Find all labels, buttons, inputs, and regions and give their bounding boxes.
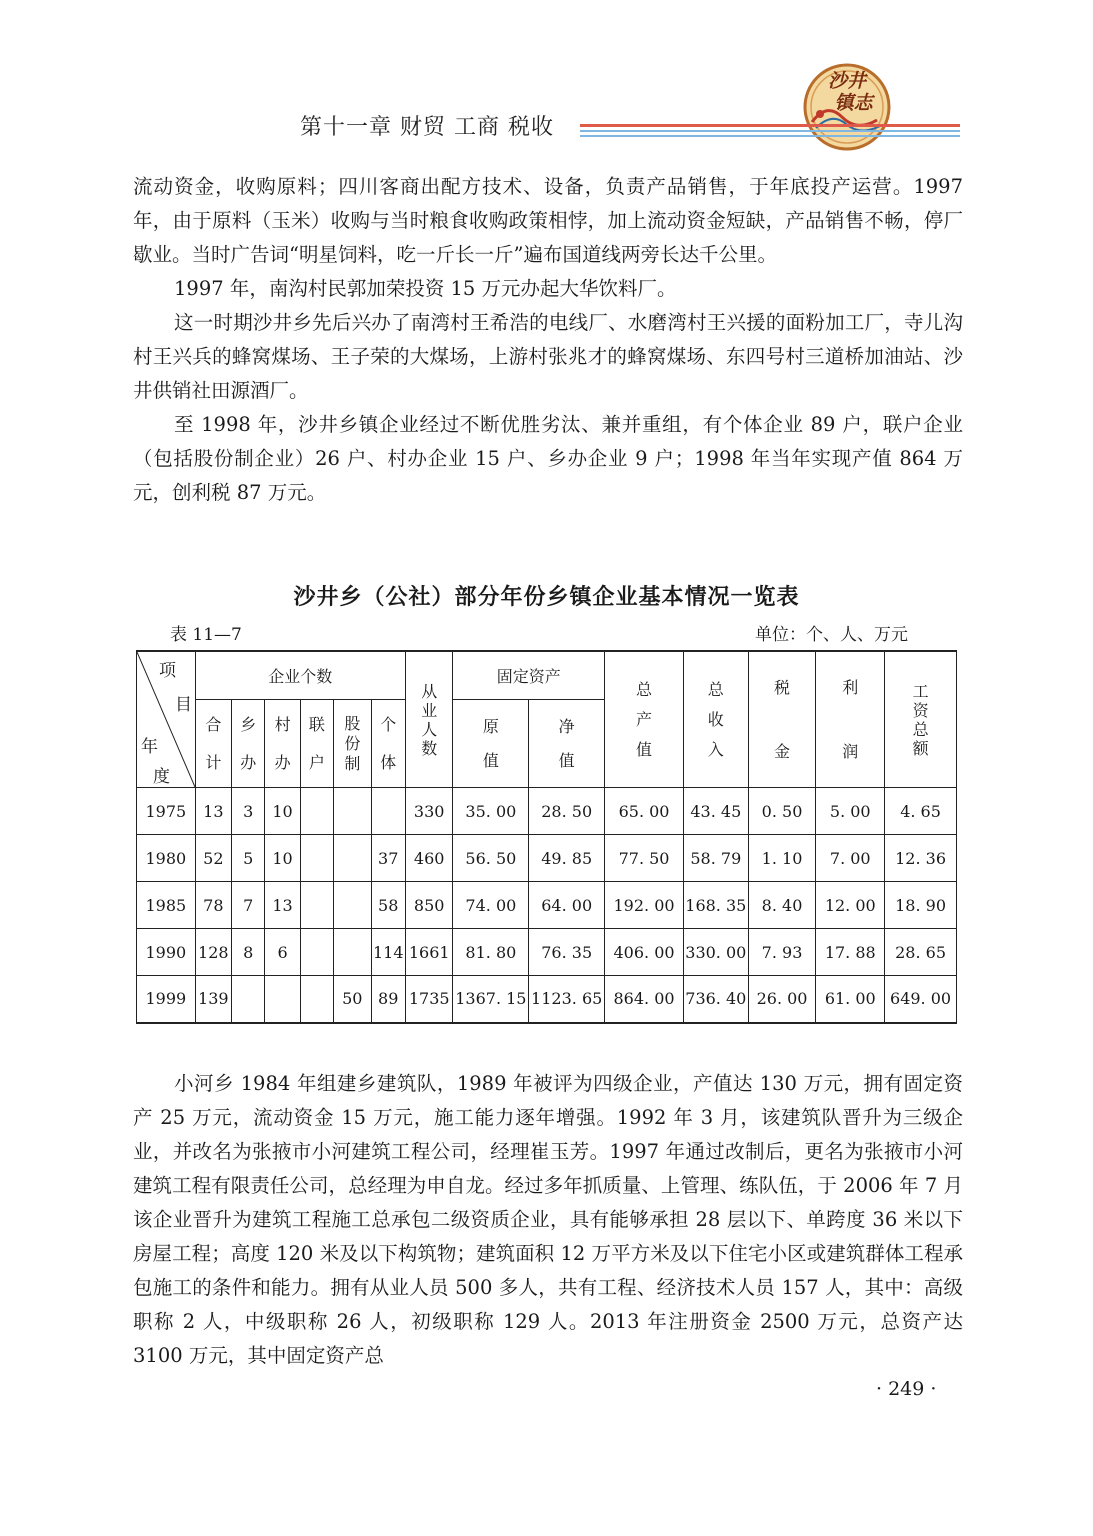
header-output: 总产值 <box>605 651 684 788</box>
page-number: · 249 · <box>876 1378 937 1400</box>
table-row: 1975 13 3 10 330 35. 00 28. 50 65. 00 43. 45 0. 50 5. 00 4. 65 <box>137 788 957 835</box>
table-unit: 单位：个、人、万元 <box>755 625 908 645</box>
table-corner-header: 项 目 年 度 <box>137 651 196 788</box>
body-text-top <box>133 170 963 510</box>
header-shareholding: 股份制 <box>334 700 371 788</box>
header-township: 乡办 <box>232 700 265 788</box>
enterprise-table <box>136 650 957 1024</box>
paragraph: 这一时期沙井乡先后兴办了南湾村王希浩的电线厂、水磨湾村王兴援的面粉加工厂，寺儿沟村王兴兵的蜂窝煤场、王子荣的大煤场，上游村张兆才的蜂窝煤场、东四号村三道桥加油站、沙井供销社田源酒厂。 <box>133 311 963 402</box>
seal-text: 沙井 镇志 <box>828 70 873 114</box>
header-income: 总收入 <box>683 651 748 788</box>
header-original-value: 原值 <box>453 700 529 788</box>
table-row: 1990 128 8 6 114 1661 81. 80 76. 35 406. 00 330. 00 7. 93 17. 88 28. 65 <box>137 929 957 976</box>
header-enterprise-count: 企业个数 <box>195 651 405 700</box>
header-individual: 个体 <box>371 700 405 788</box>
page-header <box>0 0 1093 150</box>
table-row: 1985 78 7 13 58 850 74. 00 64. 00 192. 00 168. 35 8. 40 12. 00 18. 90 <box>137 882 957 929</box>
table-row: 1999 139 50 89 1735 1367. 15 1123. 65 864. 00 736. 40 26. 00 61. 00 649. 00 <box>137 976 957 1023</box>
paragraph: 1997 年，南沟村民郭加荣投资 15 万元办起大华饮料厂。 <box>174 277 677 300</box>
header-village: 村办 <box>265 700 300 788</box>
header-profit: 利润 <box>816 651 885 788</box>
header-rule-blue <box>580 130 960 132</box>
body-text-bottom <box>133 1067 963 1373</box>
chapter-title: 第十一章 财贸 工商 税收 <box>300 115 554 140</box>
header-employees: 从业人数 <box>405 651 453 788</box>
paragraph: 小河乡 1984 年组建乡建筑队，1989 年被评为四级企业，产值达 130 万元，拥有固定资产 25 万元，流动资金 15 万元，施工能力逐年增强。1992 年 3 月，该建筑队晋升为三级企业，并改名为张掖市小河建筑工程公司，经理崔玉芳。1997 年通过改制后，更名为张掖市小河建筑工程有限责任公司，总经理为申自龙。经过多年抓质量、上管理、练队伍，于 2006 年 7 月该企业晋升为建筑工程施工总承包二级资质企业，具有能够承担 28 层以下、单跨度 36 米以下房屋工程；高度 120 米及以下构筑物；建筑面积 12 万平方米及以下住宅小区或建筑群体工程承包施工的条件和能力。拥有从业人员 500 多人，共有工程、经济技术人员 157 人，其中：高级职称 2 人，中级职称 26 人，初级职称 129 人。2013 年注册资金 2500 万元，总资产达 3100 万元，其中固定资产总 <box>133 1072 963 1367</box>
header-tax: 税金 <box>748 651 816 788</box>
paragraph: 至 1998 年，沙井乡镇企业经过不断优胜劣汰、兼并重组，有个体企业 89 户，联户企业（包括股份制企业）26 户、村办企业 15 户、乡办企业 9 户；1998 年当年实现产值 864 万元，创利税 87 万元。 <box>133 413 963 504</box>
header-rule-blue-2 <box>580 135 960 137</box>
header-net-value: 净值 <box>529 700 605 788</box>
paragraph: 流动资金，收购原料；四川客商出配方技术、设备，负责产品销售，于年底投产运营。1997 年，由于原料（玉米）收购与当时粮食收购政策相悖，加上流动资金短缺，产品销售不畅，停厂歇业。当时广告词“明星饲料，吃一斤长一斤”遍布国道线两旁长达千公里。 <box>133 175 963 266</box>
table-number: 表 11—7 <box>170 625 242 645</box>
table-title: 沙井乡（公社）部分年份乡镇企业基本情况一览表 <box>293 585 800 610</box>
header-fixed-assets: 固定资产 <box>453 651 605 700</box>
header-total: 合计 <box>195 700 231 788</box>
table-row: 1980 52 5 10 37 460 56. 50 49. 85 77. 50 58. 79 1. 10 7. 00 12. 36 <box>137 835 957 882</box>
header-wages: 工资总额 <box>885 651 957 788</box>
header-joint: 联户 <box>300 700 333 788</box>
header-rule-red <box>580 124 960 127</box>
